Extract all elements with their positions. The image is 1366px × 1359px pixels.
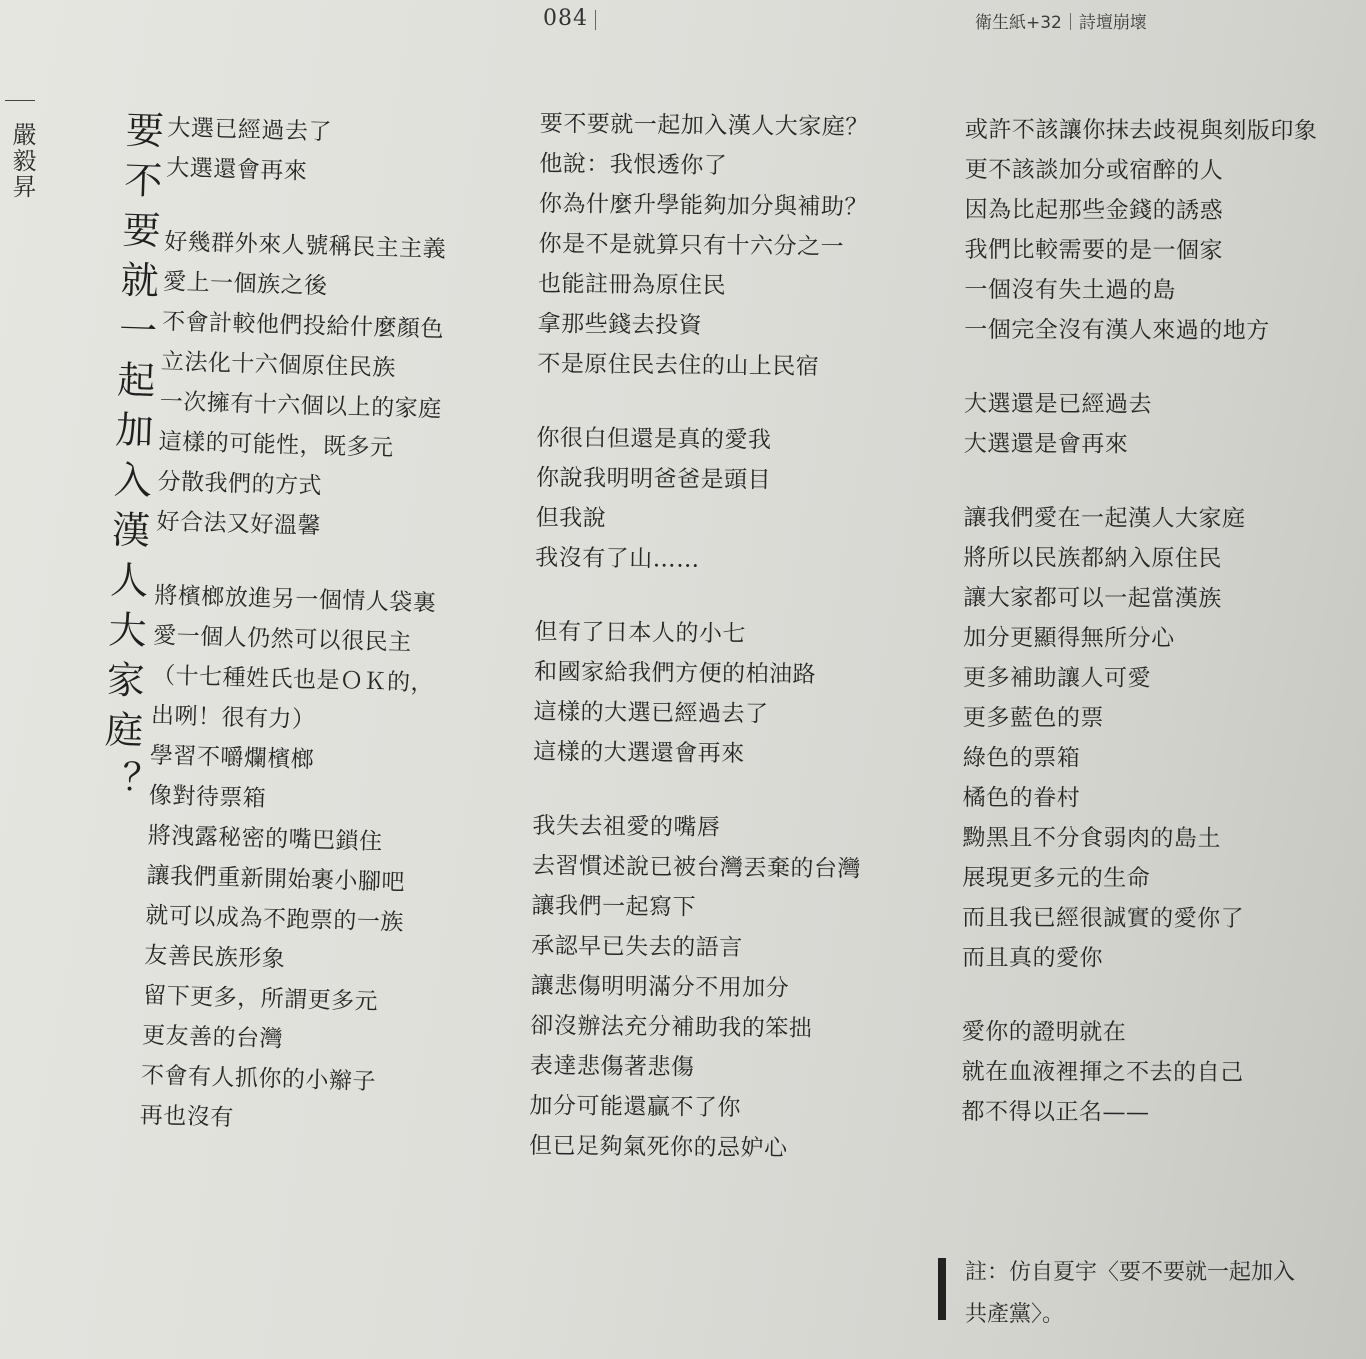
poem-line: 但我說 (535, 504, 607, 532)
poem-line: 承認早已失去的語言 (531, 932, 743, 962)
poem-line: 一個完全沒有漢人來過的地方 (964, 316, 1270, 345)
stanza-break (962, 978, 1357, 1013)
poem-line: 你是不是就算只有十六分之一 (538, 230, 845, 261)
poem-line: 但已足夠氣死你的忌妒心 (528, 1132, 788, 1162)
poem-line: 都不得以正名—— (961, 1098, 1150, 1126)
poem-line: 或許不該讓你抹去歧視與刻版印象 (964, 116, 1318, 145)
stanza-break (964, 464, 1359, 499)
stanza-break (535, 578, 925, 616)
poem-line: 和國家給我們方便的柏油路 (533, 658, 817, 688)
page-number: 084 (543, 6, 588, 31)
poem-line: 而且我已經很誠實的愛你了 (962, 904, 1245, 932)
footnote-line-2: 共產黨〉。 (965, 1302, 1065, 1327)
poem-line: 讓悲傷明明滿分不用加分 (530, 972, 790, 1002)
poem-line: 像對待票箱 (148, 782, 267, 813)
poem-line: 讓大家都可以一起當漢族 (963, 584, 1222, 612)
poem-line: 大選還是已經過去 (963, 390, 1153, 418)
running-header: 衛生紙+32｜詩壇崩壞 (975, 13, 1147, 33)
poem-line: 表達悲傷著悲傷 (529, 1052, 695, 1081)
poem-line: 不會計較他們投給什麼顏色 (161, 308, 445, 343)
poem-line: 讓我們愛在一起漢人大家庭 (963, 504, 1246, 532)
poem-line: 加分可能還贏不了你 (529, 1092, 742, 1122)
poem-line: 留下更多，所謂更多元 (142, 982, 379, 1016)
poem-line: 立法化十六個原住民族 (160, 348, 397, 382)
note-bar (938, 1258, 946, 1320)
poem-line: 讓我們一起寫下 (531, 892, 697, 921)
footnote-line-1: 註：仿自夏宇〈要不要就一起加入 (965, 1260, 1296, 1285)
poem-line: 就可以成為不跑票的一族 (145, 902, 405, 936)
poem-line: 好幾群外來人號稱民主主義 (163, 228, 447, 263)
poem-line: 再也沒有 (139, 1102, 235, 1132)
poem-column-2 (529, 104, 930, 1170)
poem-line: 愛你的證明就在 (961, 1018, 1127, 1046)
poem-line: 黝黑且不分食弱肉的島土 (962, 824, 1222, 852)
stanza-break (537, 384, 927, 422)
poem-line: 我沒有了山…… (535, 544, 700, 573)
poem-line: 要不要就一起加入漢人大家庭？ (539, 110, 869, 141)
poem-line: 大選還會再來 (165, 154, 308, 185)
poem-title: 要不要就一起加入漢人大家庭？ (95, 109, 165, 811)
poem-line: 愛上一個族之後 (162, 268, 328, 300)
stanza-break (533, 772, 923, 810)
poem-line: 不是原住民去住的山上民宿 (537, 350, 820, 380)
poem-line: 一個沒有失土過的島 (964, 276, 1176, 304)
poem-line: 分散我們的方式 (157, 468, 323, 500)
poem-line: 我失去祖愛的嘴唇 (532, 812, 721, 841)
poem-line: 學習不嚼爛檳榔 (149, 742, 315, 774)
poem-line: 因為比起那些金錢的誘惑 (964, 196, 1224, 224)
stanza-break (964, 350, 1359, 385)
poem-line: 拿那些錢去投資 (537, 310, 703, 339)
poem-line: 出咧！很有力） (150, 702, 316, 734)
poem-column-1 (139, 108, 518, 1145)
poem-line: 將所以民族都納入原住民 (963, 544, 1222, 572)
poem-line: 也能註冊為原住民 (537, 270, 727, 299)
poem-line: 更不該談加分或宿醉的人 (964, 156, 1224, 184)
poem-line: 你說我明明爸爸是頭目 (535, 464, 772, 494)
poem-line: 你很白但還是真的愛我 (536, 424, 772, 454)
poem-line: 友善民族形象 (143, 942, 286, 973)
poem-line: 一次擁有十六個以上的家庭 (159, 388, 443, 423)
poem-line: 橘色的眷村 (962, 784, 1081, 812)
poem-line: 去習慣述說已被台灣丟棄的台灣 (531, 852, 862, 883)
poem-column-3 (961, 110, 1360, 1133)
poem-line: （十七種姓氏也是ＯＫ的， (151, 662, 435, 697)
poem-line: 將洩露秘密的嘴巴鎖住 (147, 822, 383, 856)
poem-line: 更多補助讓人可愛 (962, 664, 1152, 692)
poem-line: 展現更多元的生命 (962, 864, 1151, 892)
poem-line: 更多藍色的票 (962, 704, 1104, 732)
poem-line: 而且真的愛你 (961, 944, 1104, 972)
poem-line: 但有了日本人的小七 (534, 618, 747, 648)
poem-line: 讓我們重新開始裹小腳吧 (146, 862, 406, 896)
author-rule (5, 100, 35, 101)
poem-line: 卻沒辦法充分補助我的笨拙 (530, 1012, 813, 1042)
poem-line: 他說：我恨透你了 (539, 150, 728, 179)
poem-line: 不會有人抓你的小辮子 (140, 1062, 377, 1096)
poem-line: 好合法又好溫馨 (156, 508, 322, 540)
poem-line: 這樣的大選還會再來 (533, 738, 745, 768)
header-divider (595, 10, 596, 30)
poem-line: 這樣的大選已經過去了 (533, 698, 769, 728)
poem-line: 你為什麼升學能夠加分與補助？ (538, 190, 869, 221)
poem-line: 就在血液裡揮之不去的自己 (961, 1058, 1244, 1086)
poem-line: 將檳榔放進另一個情人袋裏 (154, 582, 437, 617)
poem-line: 綠色的票箱 (962, 744, 1081, 772)
author-name: 嚴毅昇 (8, 122, 36, 200)
poem-line: 愛一個人仍然可以很民主 (152, 622, 413, 657)
poem-line: 大選還是會再來 (963, 430, 1129, 458)
footnote (965, 1252, 1360, 1336)
poem-line: 這樣的可能性，既多元 (158, 428, 394, 462)
poem-line: 大選已經過去了 (167, 114, 333, 146)
poem-line: 我們比較需要的是一個家 (964, 236, 1224, 264)
poem-line: 更友善的台灣 (141, 1022, 284, 1053)
poem-line: 加分更顯得無所分心 (963, 624, 1175, 652)
